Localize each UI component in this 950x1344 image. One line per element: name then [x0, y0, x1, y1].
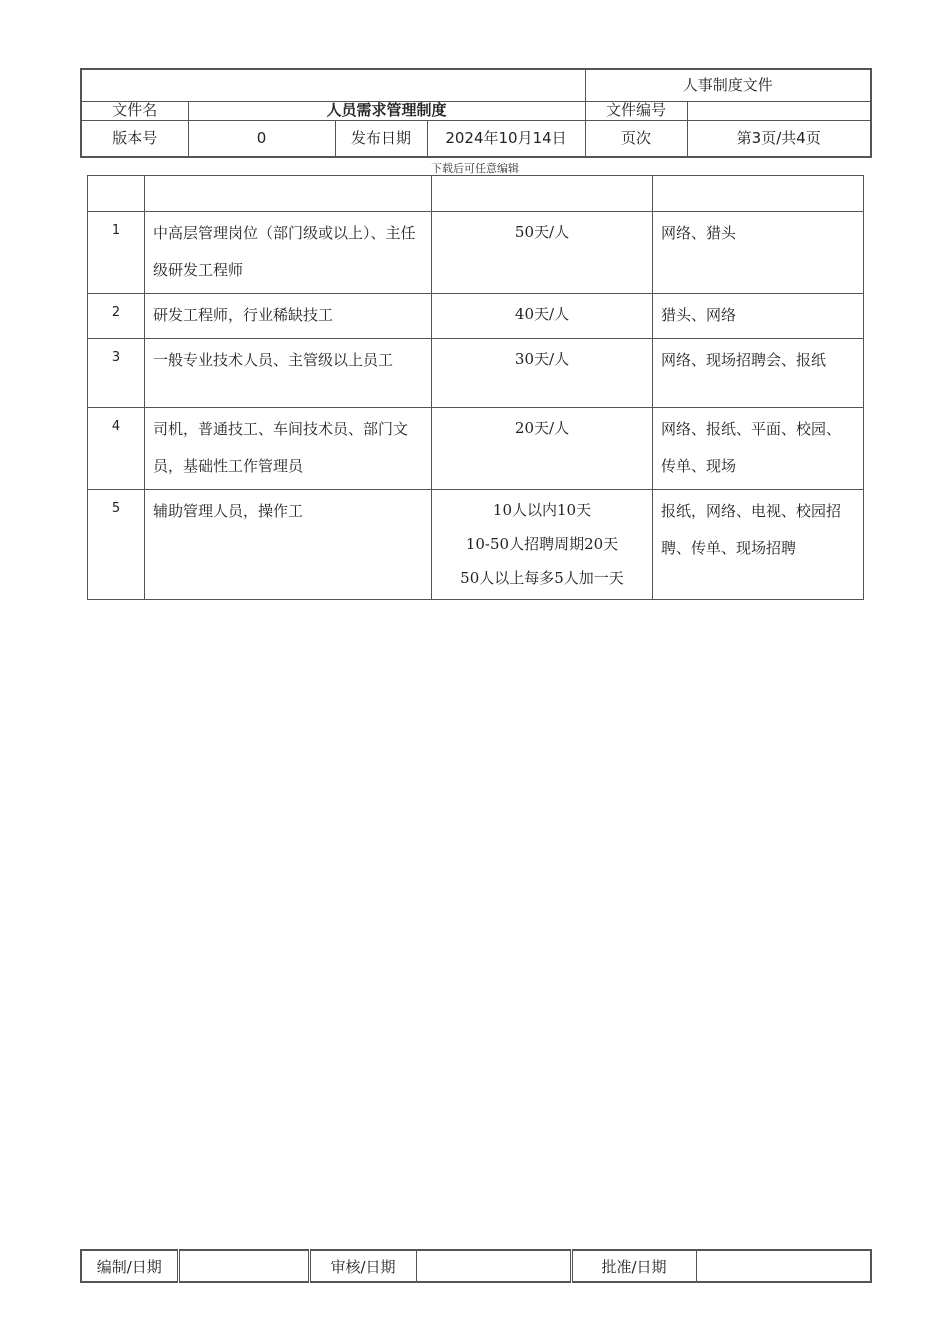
table-row	[88, 212, 864, 294]
header-blank-cell	[81, 69, 585, 102]
row-number: 2	[88, 294, 145, 339]
position-cell: 中高层管理岗位（部门级或以上）、主任级研发工程师	[145, 212, 432, 294]
period-cell	[432, 294, 653, 339]
version-label: 版本号	[81, 121, 188, 158]
table-row	[88, 490, 864, 600]
channel-cell: 网络、现场招聘会、报纸	[653, 339, 864, 408]
table-header-cell	[653, 176, 864, 212]
channel-cell: 网络、报纸、平面、校园、传单、现场	[653, 408, 864, 490]
period-cell	[432, 339, 653, 408]
channel-cell: 猎头、网络	[653, 294, 864, 339]
table-row	[88, 294, 864, 339]
period-line: 10人以内10天	[492, 501, 592, 519]
reviewed-value	[416, 1250, 571, 1282]
publish-date-value: 2024年10月14日	[427, 121, 585, 158]
table-row	[88, 408, 864, 490]
period-line: 10-50人招聘周期20天	[465, 535, 619, 553]
position-cell: 研发工程师，行业稀缺技工	[145, 294, 432, 339]
table-header-cell	[88, 176, 145, 212]
channel-cell: 报纸，网络、电视、校园招聘、传单、现场招聘	[653, 490, 864, 600]
file-name-label: 文件名	[81, 102, 188, 121]
period-line: 50人以上每多5人加一天	[460, 569, 624, 587]
period-line: 20天/人	[514, 419, 570, 437]
document-title: 人员需求管理制度	[188, 102, 585, 121]
row-number: 3	[88, 339, 145, 408]
version-value: 0	[188, 121, 335, 158]
channel-cell: 网络、猎头	[653, 212, 864, 294]
row-number: 5	[88, 490, 145, 600]
approved-value	[696, 1250, 871, 1282]
period-line: 40天/人	[514, 305, 570, 323]
recruitment-period-table	[87, 175, 864, 600]
edit-note: 下载后可任意编辑	[431, 162, 519, 175]
table-header-cell	[432, 176, 653, 212]
page-value: 第3页/共4页	[687, 121, 871, 158]
file-no-value	[687, 102, 871, 121]
page-label: 页次	[585, 121, 687, 158]
reviewed-label: 审核/日期	[309, 1250, 416, 1282]
position-cell: 辅助管理人员，操作工	[145, 490, 432, 600]
row-number: 1	[88, 212, 145, 294]
period-line: 50天/人	[514, 223, 570, 241]
document-category: 人事制度文件	[585, 69, 871, 102]
prepared-label: 编制/日期	[81, 1250, 178, 1282]
period-cell	[432, 212, 653, 294]
position-cell: 司机，普通技工、车间技术员、部门文员，基础性工作管理员	[145, 408, 432, 490]
prepared-value	[178, 1250, 309, 1282]
document-header	[80, 68, 872, 158]
period-cell	[432, 408, 653, 490]
table-row	[88, 339, 864, 408]
position-cell: 一般专业技术人员、主管级以上员工	[145, 339, 432, 408]
row-number: 4	[88, 408, 145, 490]
approved-label: 批准/日期	[571, 1250, 696, 1282]
table-header-cell	[145, 176, 432, 212]
period-cell	[432, 490, 653, 600]
approval-footer	[80, 1249, 872, 1283]
file-no-label: 文件编号	[585, 102, 687, 121]
table-header-row	[88, 176, 864, 212]
publish-date-label: 发布日期	[335, 121, 427, 158]
period-line: 30天/人	[514, 350, 570, 368]
